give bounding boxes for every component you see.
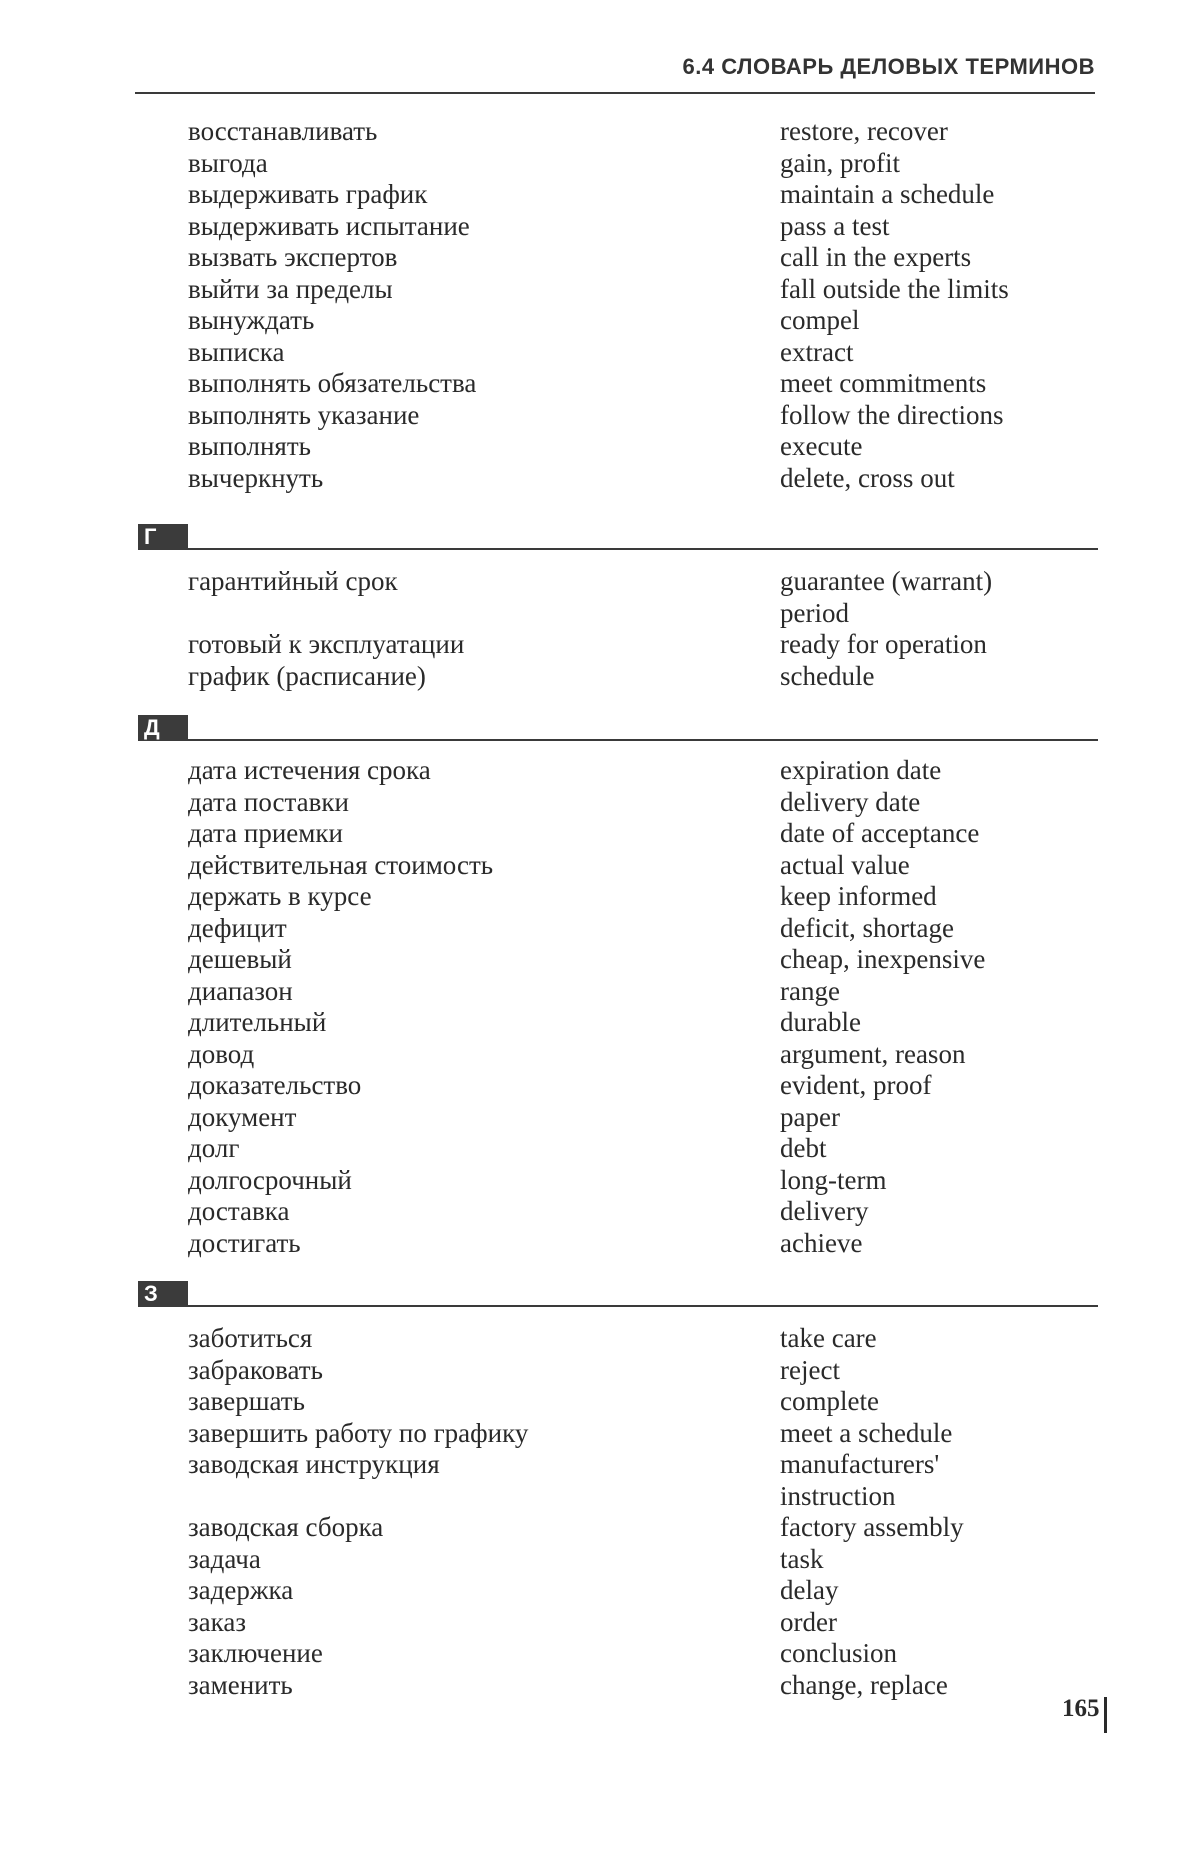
entry-en: meet a schedule xyxy=(780,1417,953,1448)
section-letter: Д xyxy=(138,715,188,741)
entry-ru: достигать xyxy=(188,1227,301,1258)
entry-en: restore, recover xyxy=(780,116,948,146)
entry-en: argument, reason xyxy=(780,1038,966,1069)
entry-ru: выполнять xyxy=(188,431,311,461)
entry-en: long-term xyxy=(780,1164,887,1195)
entry-en: meet commitments xyxy=(780,368,987,398)
page-number: 165 xyxy=(1062,1695,1100,1722)
entry-en: deficit, shortage xyxy=(780,912,954,943)
entry-en: debt xyxy=(780,1133,827,1163)
entry-en: reject xyxy=(780,1354,840,1385)
page-edge-mark xyxy=(1104,1697,1107,1733)
entry-ru: восстанавливать xyxy=(188,116,378,146)
entry-en: delete, cross out xyxy=(780,462,955,493)
entry-ru: долгосрочный xyxy=(188,1164,352,1195)
entry-ru: задержка xyxy=(188,1575,294,1605)
entry-ru: диапазон xyxy=(188,975,293,1006)
entry-en: paper xyxy=(780,1101,840,1132)
entry-ru: доказательство xyxy=(188,1070,362,1100)
entry-ru: заменить xyxy=(188,1669,293,1700)
entry-ru: заказ xyxy=(188,1606,247,1637)
entry-ru: дата истечения срока xyxy=(188,755,431,785)
entry-ru: выписка xyxy=(188,336,285,367)
entry-ru: вызвать экспертов xyxy=(188,242,398,272)
entry-en: guarantee (warrant) period xyxy=(780,566,993,628)
entry-en: follow the directions xyxy=(780,399,1004,430)
entry-en: extract xyxy=(780,336,854,367)
entry-ru: график (расписание) xyxy=(188,660,426,691)
entry-en: take care xyxy=(780,1323,877,1353)
entry-en: task xyxy=(780,1543,824,1574)
entry-ru: завершать xyxy=(188,1386,305,1416)
entry-ru: выполнять указание xyxy=(188,399,420,430)
entry-ru: выйти за пределы xyxy=(188,273,393,304)
entry-ru: доставка xyxy=(188,1196,290,1226)
entry-ru: дата приемки xyxy=(188,818,343,848)
entry-en: pass a test xyxy=(780,210,890,241)
entry-ru: дешевый xyxy=(188,944,292,974)
entry-en: delivery xyxy=(780,1196,869,1226)
entry-en: keep informed xyxy=(780,881,937,911)
entry-ru: документ xyxy=(188,1101,297,1132)
entry-en: actual value xyxy=(780,849,910,880)
section-letter: З xyxy=(138,1281,188,1307)
entry-ru: заводская сборка xyxy=(188,1512,384,1542)
entry-en: evident, proof xyxy=(780,1070,932,1100)
entry-ru: вынуждать xyxy=(188,305,315,335)
running-head xyxy=(135,52,1095,94)
entry-ru: заводская инструкция xyxy=(188,1449,440,1479)
entry-ru: задача xyxy=(188,1543,261,1574)
entry-en: ready for operation xyxy=(780,629,987,659)
entry-en: gain, profit xyxy=(780,147,900,178)
entry-en: expiration date xyxy=(780,755,942,785)
entry-en: cheap, inexpensive xyxy=(780,944,986,974)
running-head-title: 6.4 СЛОВАРЬ ДЕЛОВЫХ ТЕРМИНОВ xyxy=(682,54,1095,79)
entry-en: order xyxy=(780,1606,837,1637)
entry-ru: забраковать xyxy=(188,1354,323,1385)
entry-ru: вычеркнуть xyxy=(188,462,324,493)
entry-ru: готовый к эксплуатации xyxy=(188,629,465,659)
entry-en: delay xyxy=(780,1575,839,1605)
entry-en: compel xyxy=(780,305,860,335)
entry-ru: завершить работу по графику xyxy=(188,1417,529,1448)
entry-en: conclusion xyxy=(780,1638,897,1668)
entry-ru: длительный xyxy=(188,1007,327,1037)
section-letter: Г xyxy=(138,524,188,550)
entry-en: complete xyxy=(780,1386,879,1416)
entry-ru: заключение xyxy=(188,1638,323,1668)
entry-ru: довод xyxy=(188,1038,255,1069)
entry-ru: гарантийный срок xyxy=(188,566,398,596)
entry-en: date of acceptance xyxy=(780,818,980,848)
entry-ru: действительная стоимость xyxy=(188,849,494,880)
section-header-g xyxy=(138,524,1098,550)
entry-en: execute xyxy=(780,431,863,461)
entry-en: schedule xyxy=(780,660,875,691)
entry-en: call in the experts xyxy=(780,242,972,272)
entry-ru: выдерживать график xyxy=(188,179,428,209)
entry-ru: выгода xyxy=(188,147,268,178)
entry-en: achieve xyxy=(780,1227,863,1258)
entry-en: range xyxy=(780,975,840,1006)
entry-ru: выдерживать испытание xyxy=(188,210,470,241)
entry-en: factory assembly xyxy=(780,1512,964,1542)
entry-ru: выполнять обязательства xyxy=(188,368,477,398)
entry-en: change, replace xyxy=(780,1669,948,1700)
section-header-z xyxy=(138,1281,1098,1307)
entry-en: fall outside the limits xyxy=(780,273,1009,304)
entry-en: manufacturers' instruction xyxy=(780,1449,940,1511)
entry-ru: дефицит xyxy=(188,912,287,943)
entry-en: maintain a schedule xyxy=(780,179,995,209)
entry-ru: заботиться xyxy=(188,1323,313,1353)
entry-ru: долг xyxy=(188,1133,240,1163)
entry-ru: дата поставки xyxy=(188,786,349,817)
entry-en: delivery date xyxy=(780,786,921,817)
entry-en: durable xyxy=(780,1007,861,1037)
section-header-d xyxy=(138,715,1098,741)
entry-ru: держать в курсе xyxy=(188,881,372,911)
